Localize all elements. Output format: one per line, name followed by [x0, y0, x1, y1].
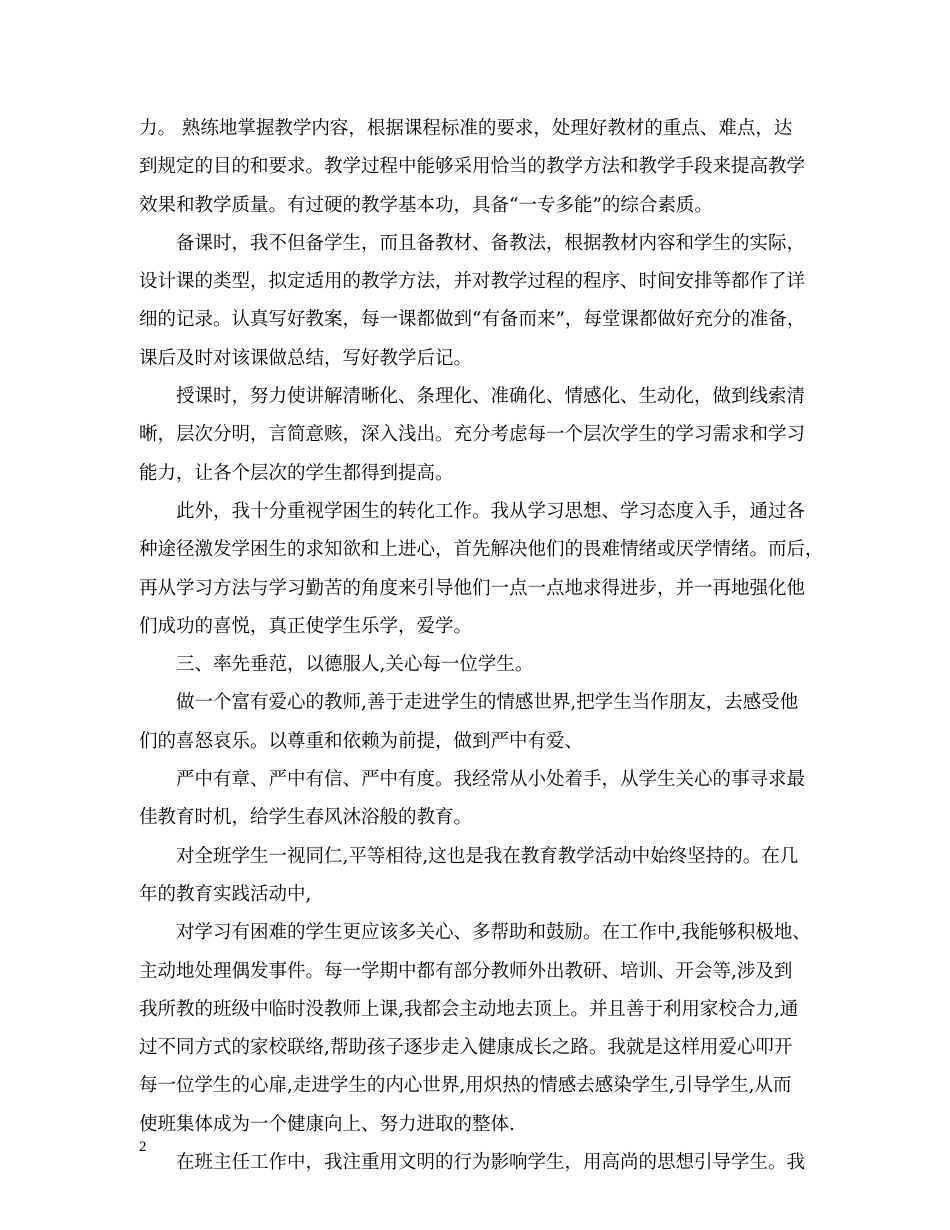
text-line: 备课时，我不但备学生，而且备教材、备教法，根据教材内容和学生的实际，: [176, 232, 806, 254]
text-line: 三、率先垂范，以德服人,关心每一位学生。: [176, 654, 534, 676]
text-line: 力。 熟练地掌握教学内容，根据课程标准的要求，处理好教材的重点、难点，达: [139, 118, 793, 139]
text-line: 细的记录。认真写好教案，每一课都做到“有备而来”，每堂课都做好充分的准备，: [139, 309, 806, 331]
text-line: 再从学习方法与学习勤苦的角度来引导他们一点一点地求得进步，并一再地强化他: [139, 577, 806, 599]
text-line: 晰，层次分明，言简意赅，深入浅出。充分考虑每一个层次学生的学习需求和学习: [139, 424, 806, 446]
body-text: [139, 110, 829, 1182]
text-line: 们成功的喜悦，真正使学生乐学，爱学。: [139, 615, 473, 637]
text-line: 种途径激发学困生的求知欲和上进心，首先解决他们的畏难情绪或厌学情绪。而后，: [139, 539, 824, 561]
text-line: 每一位学生的心扉,走进学生的内心世界,用炽热的情感去感染学生,引导学生,从而: [139, 1075, 792, 1097]
text-line: 在班主任工作中，我注重用文明的行为影响学生，用高尚的思想引导学生。我: [176, 1152, 806, 1174]
text-line: 主动地处理偶发事件。每一学期中都有部分教师外出教研、培训、开会等,涉及到: [139, 960, 793, 982]
text-line: 设计课的类型，拟定适用的教学方法，并对教学过程的程序、时间安排等都作了详: [139, 271, 806, 293]
text-line: 过不同方式的家校联络,帮助孩子逐步走入健康成长之路。我就是这样用爱心叩开: [139, 1037, 793, 1059]
text-line: 佳教育时机，给学生春风沐浴般的教育。: [139, 807, 473, 829]
text-line: 做一个富有爱心的教师,善于走进学生的情感世界,把学生当作朋友，去感受他: [176, 692, 799, 714]
text-line: 对学习有困难的学生更应该多关心、多帮助和鼓励。在工作中,我能够积极地、: [176, 922, 811, 944]
text-line: 课后及时对该课做总结，写好教学后记。: [139, 347, 473, 369]
page-number: 2: [139, 1139, 147, 1155]
text-line: 严中有章、严中有信、严中有度。我经常从小处着手，从学生关心的事寻求最: [176, 769, 806, 791]
text-line: 到规定的目的和要求。教学过程中能够采用恰当的教学方法和教学手段来提高教学: [139, 156, 806, 178]
text-line: 我所教的班级中临时没教师上课,我都会主动地去顶上。并且善于利用家校合力,通: [139, 998, 799, 1020]
text-line: 年的教育实践活动中,: [139, 883, 312, 905]
text-line: 此外，我十分重视学困生的转化工作。我从学习思想、学习态度入手，通过各: [176, 500, 806, 522]
text-line: 效果和教学质量。有过硬的教学基本功，具备“一专多能”的综合素质。: [139, 194, 713, 216]
text-line: 使班集体成为一个健康向上、努力进取的整体.: [139, 1113, 515, 1135]
text-line: 们的喜怒哀乐。以尊重和依赖为前提，做到严中有爱、: [139, 730, 584, 752]
text-line: 对全班学生一视同仁,平等相待,这也是我在教育教学活动中始终坚持的。在几: [176, 845, 799, 867]
text-line: 能力，让各个层次的学生都得到提高。: [139, 462, 454, 484]
text-line: 授课时，努力使讲解清晰化、条理化、准确化、情感化、生动化，做到线索清: [176, 386, 806, 408]
